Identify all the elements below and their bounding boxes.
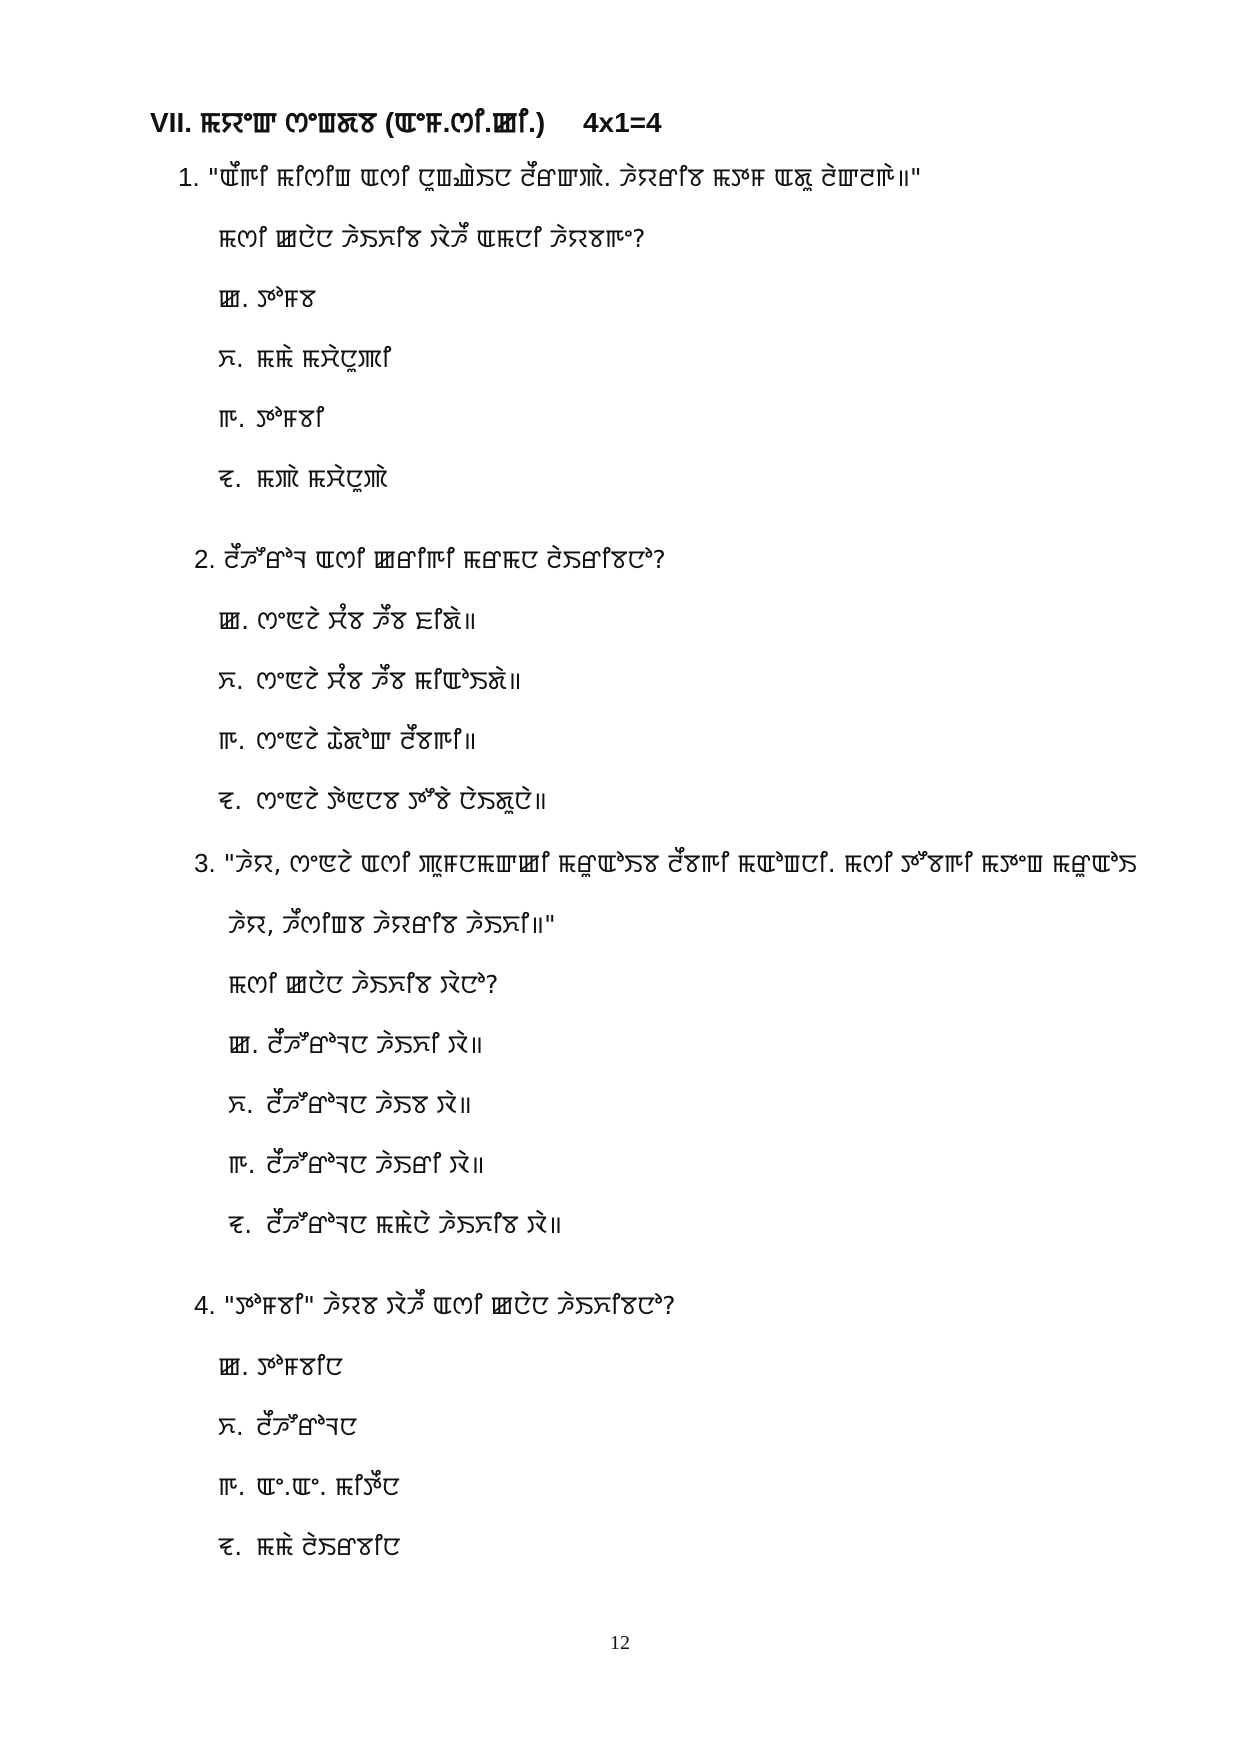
- question-3-option: [228, 1148, 485, 1182]
- question-1-prompt: ꯃꯁꯤ ꯀꯅꯥꯅ ꯍꯥꯏꯈꯤꯕ ꯋꯥꯍꯩ ꯑꯃꯅꯤ ꯍꯥꯌꯕꯒꯦ?: [218, 224, 646, 253]
- option-text: ꯂꯩꯍꯧꯔꯣꯜꯅ ꯍꯥꯏꯈꯤ ꯋꯥ॥: [267, 1030, 484, 1059]
- option-text: ꯂꯩꯍꯧꯔꯣꯜꯅ ꯃꯃꯥꯅꯥ ꯍꯥꯏꯈꯤꯕ ꯋꯥ॥: [265, 1210, 563, 1239]
- option-label: ꯀ.: [218, 606, 250, 635]
- question-2-text: [194, 542, 666, 577]
- section-roman-numeral: VII.: [150, 107, 193, 138]
- option-label: ꯈ.: [218, 666, 244, 695]
- question-2-option: [218, 664, 522, 698]
- option-text: ꯁꯦꯟꯖꯥ ꯆꯪꯕ ꯍꯩꯕ ꯃꯤꯑꯣꯏꯗꯥ॥: [255, 666, 522, 695]
- question-2-option: [218, 724, 477, 758]
- option-text: ꯇꯣꯝꯕꯤꯅ: [257, 1352, 343, 1381]
- option-label: ꯈ.: [218, 1412, 244, 1441]
- marks-allocation: 4x1=4: [582, 107, 662, 138]
- option-label: ꯓ.: [218, 464, 243, 493]
- option-text: ꯂꯩꯍꯧꯔꯣꯜꯅ: [255, 1412, 358, 1441]
- option-text: ꯑꯦ.ꯑꯦ. ꯃꯤꯇꯩꯅ: [255, 1472, 400, 1501]
- option-label: ꯓ.: [218, 786, 243, 815]
- option-label: ꯀ.: [218, 1352, 250, 1381]
- question-3-quote-continued: ꯍꯥꯌ, ꯍꯩꯁꯤꯡꯕ ꯍꯥꯌꯔꯤꯕ ꯍꯥꯏꯈꯤ॥": [228, 910, 556, 939]
- question-4-option: [218, 1350, 343, 1384]
- question-prompt: ꯂꯩꯍꯧꯔꯣꯜ ꯑꯁꯤ ꯀꯔꯤꯒꯤ ꯃꯔꯃꯅ ꯂꯥꯏꯔꯤꯕꯅꯣ?: [223, 545, 666, 574]
- question-3-option: [228, 1028, 483, 1062]
- option-label: ꯀ.: [218, 284, 250, 313]
- question-3-option: [228, 1088, 472, 1122]
- option-label: ꯒ.: [218, 726, 246, 755]
- option-text: ꯁꯦꯟꯖꯥ ꯇꯥꯟꯅꯕ ꯇꯧꯕꯥ ꯅꯥꯏꯗꯨꯅꯥ॥: [255, 786, 547, 815]
- option-text: ꯃꯄꯥ ꯃꯆꯥꯅꯨꯄꯥ: [255, 464, 388, 493]
- section-title: ꯃꯌꯦꯛ ꯁꯦꯡꯗꯕ (ꯑꯦꯝ.ꯁꯤ.ꯀꯤ.): [199, 107, 546, 138]
- option-text: ꯂꯩꯍꯧꯔꯣꯜꯅ ꯍꯥꯏꯔꯤ ꯋꯥ॥: [265, 1150, 485, 1179]
- question-prompt: "ꯇꯣꯝꯕꯤ" ꯍꯥꯌꯕ ꯋꯥꯍꯩ ꯑꯁꯤ ꯀꯅꯥꯅ ꯍꯥꯏꯈꯤꯕꯅꯣ?: [223, 1291, 676, 1320]
- question-1-text: [178, 160, 922, 195]
- option-label: ꯓ.: [218, 1532, 243, 1561]
- question-quote: "ꯑꯩꯒꯤ ꯃꯤꯁꯤꯡ ꯑꯁꯤ ꯅꯨꯡꯉꯥꯏꯅ ꯂꯩꯔꯛꯄꯥ. ꯍꯥꯌꯔꯤꯕ ꯃꯇꯝ ꯑꯗꯨ ꯂꯥꯛꯂꯒꯥ॥": [207, 163, 922, 192]
- option-text: ꯁꯦꯟꯖꯥ ꯆꯪꯕ ꯍꯩꯕ ꯐꯤꯗꯥ॥: [257, 606, 477, 635]
- question-4-option: [218, 1530, 400, 1564]
- question-2-option: [218, 604, 476, 638]
- question-1-option: [218, 342, 391, 376]
- question-4-option: [218, 1410, 357, 1444]
- option-text: ꯇꯣꯝꯕ: [257, 284, 317, 313]
- question-number: 3.: [194, 848, 216, 878]
- question-number: 4.: [194, 1290, 216, 1320]
- question-1-option: [218, 402, 324, 436]
- question-4-text: [194, 1288, 676, 1323]
- option-label: ꯒ.: [228, 1150, 256, 1179]
- section-heading: [150, 102, 662, 141]
- option-text: ꯂꯩꯍꯧꯔꯣꯜꯅ ꯍꯥꯏꯕ ꯋꯥ॥: [265, 1090, 472, 1119]
- option-label: ꯀ.: [228, 1030, 260, 1059]
- option-label: ꯓ.: [228, 1210, 253, 1239]
- option-text: ꯃꯃꯥ ꯂꯥꯏꯔꯕꯤꯅ: [255, 1532, 401, 1561]
- option-label: ꯈ.: [228, 1090, 254, 1119]
- option-label: ꯒ.: [218, 1472, 246, 1501]
- option-text: ꯇꯣꯝꯕꯤ: [255, 404, 325, 433]
- question-3-prompt: ꯃꯁꯤ ꯀꯅꯥꯅ ꯍꯥꯏꯈꯤꯕ ꯋꯥꯅꯣ?: [228, 970, 499, 999]
- question-3-option: [228, 1208, 562, 1242]
- question-4-option: [218, 1470, 400, 1504]
- question-number: 1.: [178, 162, 200, 192]
- question-1-option: [218, 462, 388, 496]
- question-2-option: [218, 784, 547, 818]
- option-label: ꯒ.: [218, 404, 246, 433]
- question-quote: "ꯍꯥꯌ, ꯁꯦꯟꯖꯥ ꯑꯁꯤ ꯄꯨꯝꯅꯃꯛꯀꯤ ꯃꯔꯨꯑꯣꯏꯕ ꯂꯩꯕꯒꯤ ꯃꯑꯣꯡꯅꯤ. ꯃꯁꯤ ꯇꯧꯕꯒꯤ ꯃꯇꯦꯡ ꯃꯔꯨꯑꯣꯏ: [223, 849, 1137, 878]
- page-number: 12: [610, 1632, 630, 1654]
- option-text: ꯃꯃꯥ ꯃꯆꯥꯅꯨꯄꯤ: [255, 344, 392, 373]
- option-label: ꯈ.: [218, 344, 244, 373]
- question-3-text: [194, 846, 1137, 881]
- question-1-option: [218, 282, 316, 316]
- option-text: ꯁꯦꯟꯖꯥ ꯊꯥꯗꯣꯛ ꯂꯩꯕꯒꯤ॥: [255, 726, 477, 755]
- question-number: 2.: [194, 544, 216, 574]
